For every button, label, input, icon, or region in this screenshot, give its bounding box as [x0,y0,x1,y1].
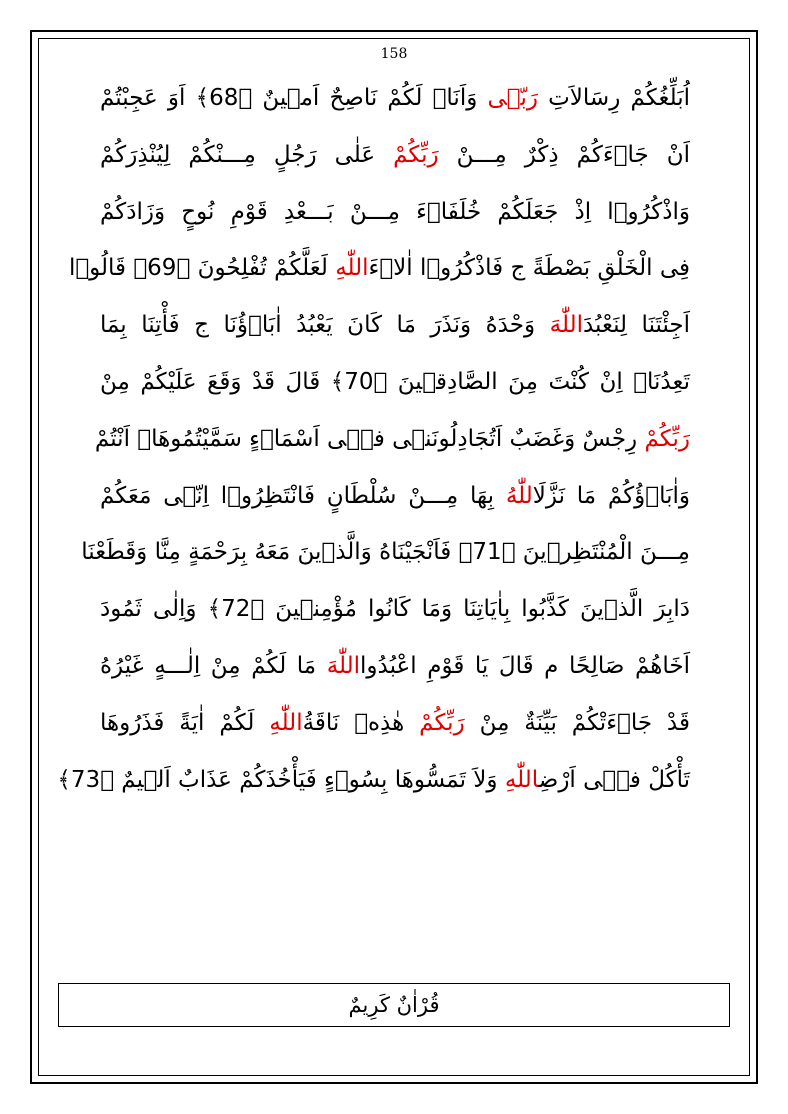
text-line [81,524,690,581]
text-line [100,638,690,695]
text-line [100,70,690,127]
text-line [100,184,690,241]
divine-name-text: اللّٰهِ [269,709,303,736]
text-line [100,127,690,184]
footer-title-box [58,983,730,1027]
verse-text: وَاَنَا۬ لَكُمْ نَاصِحٌ اَمٖينٌ ﴿68﴾ اَوَ عَجِبْتُمْ [100,85,488,111]
page-number: 158 [380,46,408,62]
verse-text: تَأْكُلْ فٖۤى اَرْضِ [538,766,690,793]
divine-name-text: رَبِّكُمْ [393,141,439,168]
text-line [57,752,690,809]
text-line [100,581,690,638]
text-line [94,411,690,468]
text-line [100,297,690,354]
divine-name-text: رَبِّكُمْ [419,709,465,736]
divine-name-text: رَبّٖى [487,85,538,111]
verse-text: مَا لَكُمْ مِنْ اِلٰـــهٍ غَيْرُهُ [100,652,327,679]
divine-name-text: رَبِّكُمْ [644,425,690,452]
quran-text-block [57,70,691,808]
verse-text: وَاذْكُرُوۤا اِذْ جَعَلَكُمْ خُلَفَاۤءَ مِـــنْ بَـــعْدِ قَوْمِ نُوحٍ وَزَادَكُمْ [100,198,690,225]
verse-text: اَنْ جَاۤءَكُمْ ذِكْرٌ مِـــنْ [438,141,690,168]
verse-text: وَاٰبَاۤؤُكُمْ مَا نَزَّلَ [532,482,690,509]
divine-name-text: اللّٰهُ [505,482,533,509]
divine-name-text: اللّٰهَ [326,652,361,679]
verse-text: بِهَا مِـــنْ سُلْطَانٍ فَانْتَظِرُوۤا اِنّٖى مَعَكُمْ [100,482,506,509]
verse-text: عَلٰى رَجُلٍ مِـــنْكُمْ لِيُنْذِرَكُمْ [100,141,394,168]
verse-text: مِـــنَ الْمُنْتَظِرٖينَ ﴿71﴾ فَاَنْجَيْنَاهُ وَالَّذٖينَ مَعَهُ بِرَحْمَةٍ مِنَّا وَقَطَعْنَا [81,539,690,566]
verse-text: تَعِدُنَاۤ اِنْ كُنْتَ مِنَ الصَّادِقٖينَ ﴿70﴾ قَالَ قَدْ وَقَعَ عَلَيْكُمْ مِنْ [100,368,690,395]
verse-text: اَخَاهُمْ صَالِحًا م قَالَ يَا قَوْمِ اعْبُدُوا [360,652,691,679]
verse-text: وَلاَ تَمَسُّوهَا بِسُوۤءٍ فَيَأْخُذَكُمْ عَذَابٌ اَلٖيمٌ ﴿73﴾ [57,766,505,793]
verse-text: فِى الْخَلْقِ بَصْطَةً ج فَاذْكُرُوۤا اٰلاۤءَ [368,255,690,282]
verse-text: هٰذِهٖ نَاقَةُ [302,709,420,736]
divine-name-text: اللّٰهِ [335,255,369,282]
divine-name-text: اللّٰهَ [549,312,583,339]
verse-text: وَحْدَهُ وَنَذَرَ مَا كَانَ يَعْبُدُ اٰبَاۤؤُنَا ج فَأْتِنَا بِمَا [100,312,550,339]
verse-text: لَكُمْ اٰيَةً فَذَرُوهَا [100,709,270,736]
divine-name-text: اللّٰهِ [504,766,539,793]
verse-text: اَجِئْتَنَا لِنَعْبُدَ [582,312,690,339]
text-line [100,695,690,752]
text-line [100,468,690,525]
verse-text: اُبَلِّغُكُمْ رِسَالاَتِ [537,85,690,111]
verse-text: قَدْ جَاۤءَتْكُمْ بَيِّنَةٌ مِنْ [464,709,690,736]
text-line [100,354,690,411]
verse-text: رِجْسٌ وَغَضَبٌ اَتُجَادِلُونَنٖى فٖۤى اَسْمَاۤءٍ سَمَّيْتُمُوهَاۤ اَنْتُمْ [94,425,645,452]
verse-text: دَابِرَ الَّذٖينَ كَذَّبُوا بِاٰيَاتِنَا وَمَا كَانُوا مُؤْمِنٖينَ ﴿72﴾ وَاِلٰى ثَمُودَ [100,596,690,623]
verse-text: لَعَلَّكُمْ تُفْلِحُونَ ﴿69﴾ قَالُوۤا [68,255,336,282]
footer-title: قُرْاٰنٌ كَرِيمٌ [348,993,440,1017]
text-line [68,240,690,297]
